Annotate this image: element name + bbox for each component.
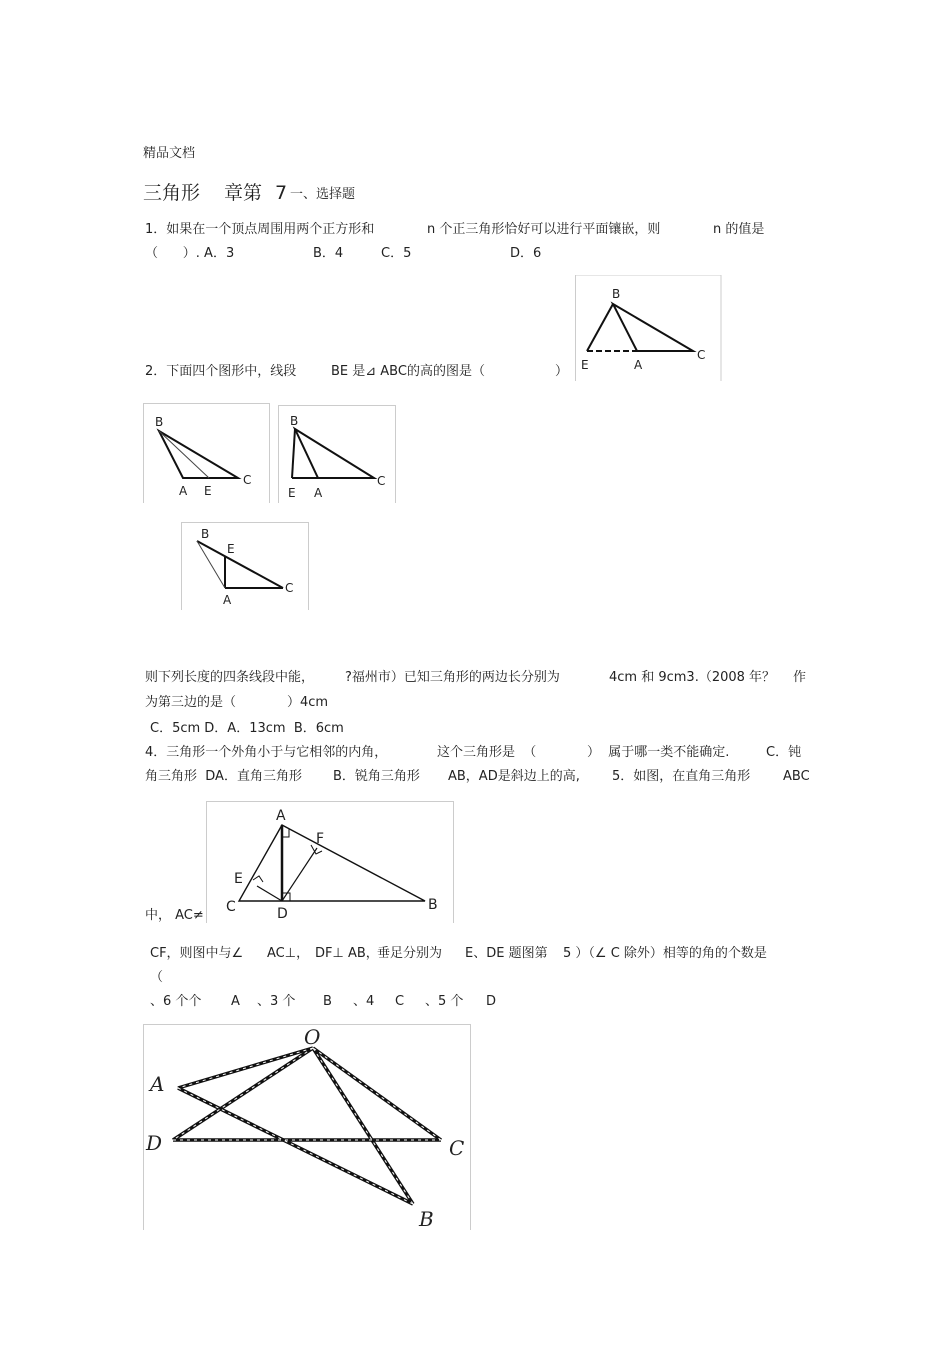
q1-option-a: （ ）. A．3 [145,246,235,261]
q5-line4-b: AC⊥， [267,946,310,961]
q4-line1-c: ） 属于哪一类不能确定. [587,745,730,760]
label-E: E [234,871,243,887]
label-E: E [204,484,212,498]
label-C: C [285,581,294,595]
q3-line1-b: ?福州市）已知三角形的两边长分别为 [345,670,560,685]
label-C: C [697,348,706,362]
label-C: C [449,1136,465,1160]
label-A: A [179,484,188,498]
q3-line2-a: 为第三边的是（ [145,695,237,710]
q5-line4-f: 5 ）（∠ C 除外）相等的角的个数是 [563,946,767,961]
chapter-title: 三角形 [143,182,201,204]
label-C: C [226,899,236,915]
q5-option-4: 、5 个 [425,994,464,1009]
q1-option-d: D．6 [510,246,542,261]
q5-option-2: 、3 个 [257,994,296,1009]
q4-line1-b: 这个三角形是 （ [437,745,537,760]
q4-line1-a: 4．三角形一个外角小于与它相邻的内角， [145,745,388,760]
q5-line5: （ [150,970,164,985]
q3-line1-a: 则下列长度的四条线段中能， [145,670,315,685]
q5-line4-a: CF，则图中与∠ [150,946,244,961]
q5-option-4-letter: D [486,994,497,1009]
label-E: E [288,486,296,500]
label-A: A [634,358,643,372]
label-A: A [223,593,232,607]
q4-line2-a: 角三角形 DA．直角三角形 [145,769,302,784]
label-A: A [276,808,286,824]
q3-line1-d: 作 [793,670,807,685]
label-F: F [316,831,325,847]
q3-line2-b: ）4cm [287,695,329,710]
watermark: 精品文档 [143,146,196,161]
q5-option-1-letter: A [231,994,240,1009]
q4-line2-c: AB，AD是斜边上的高, [448,769,580,784]
q1-line1-c: n 的值是 [713,222,765,237]
label-A: A [150,1072,165,1096]
q5-option-2-letter: B [323,994,332,1009]
label-B: B [201,527,210,541]
label-O: O [304,1025,321,1049]
chapter-title-suffix: 章第 [224,182,263,204]
label-A: A [314,486,323,500]
q5-option-1: 、6 个个 [150,994,202,1009]
q4-line2-e: ABC [783,769,810,784]
chapter-number: 7 [275,182,288,204]
q1-option-c: C．5 [381,246,412,261]
q4-line1-d: C．钝 [766,745,802,760]
label-B: B [155,415,164,429]
q2-text-a: 2．下面四个图形中，线段 [145,364,297,379]
q5-option-3-letter: C [395,994,405,1009]
q2-main-figure [575,275,722,381]
q4-line2-d: 5．如图，在直角三角形 [612,769,751,784]
q1-option-b: B．4 [313,246,344,261]
q3-line1-c: 4cm 和 9cm3.（2008 年？ [609,670,776,685]
q5-line4-d: 垂足分别为 [377,946,443,961]
q5-line4-e: E、DE 题图第 [465,946,548,961]
q2-option-figure-3 [181,522,309,610]
label-B: B [612,287,621,301]
q4-line2-b: B．锐角三角形 [333,769,420,784]
label-E: E [581,358,589,372]
label-E: E [227,542,235,556]
q1-line1-a: 1．如果在一个顶点周围用两个正方形和 [145,222,375,237]
q2-option-figure-1 [143,403,270,503]
crossed-triangles-figure [143,1024,471,1230]
q5-line3: 中， AC≠ [145,908,204,923]
label-D: D [277,906,288,922]
q1-line1-b: n 个正三角形恰好可以进行平面镶嵌，则 [427,222,661,237]
label-D: D [146,1131,163,1155]
label-C: C [377,474,386,488]
q2-text-b: BE 是⊿ ABC的高的图是（ [331,364,485,379]
label-B: B [419,1207,434,1230]
q5-line4-c: DF⊥ AB， [315,946,379,961]
label-C: C [243,473,252,487]
q2-text-c: ） [555,364,569,379]
label-B: B [428,897,438,913]
q5-right-triangle-figure [206,801,454,923]
q2-option-figure-2 [278,405,396,503]
label-B: B [290,414,299,428]
q5-option-3: 、4 [353,994,375,1009]
q3-options: C．5cm D．A．13cm B．6cm [150,721,344,736]
section-title: 一、选择题 [290,187,356,202]
